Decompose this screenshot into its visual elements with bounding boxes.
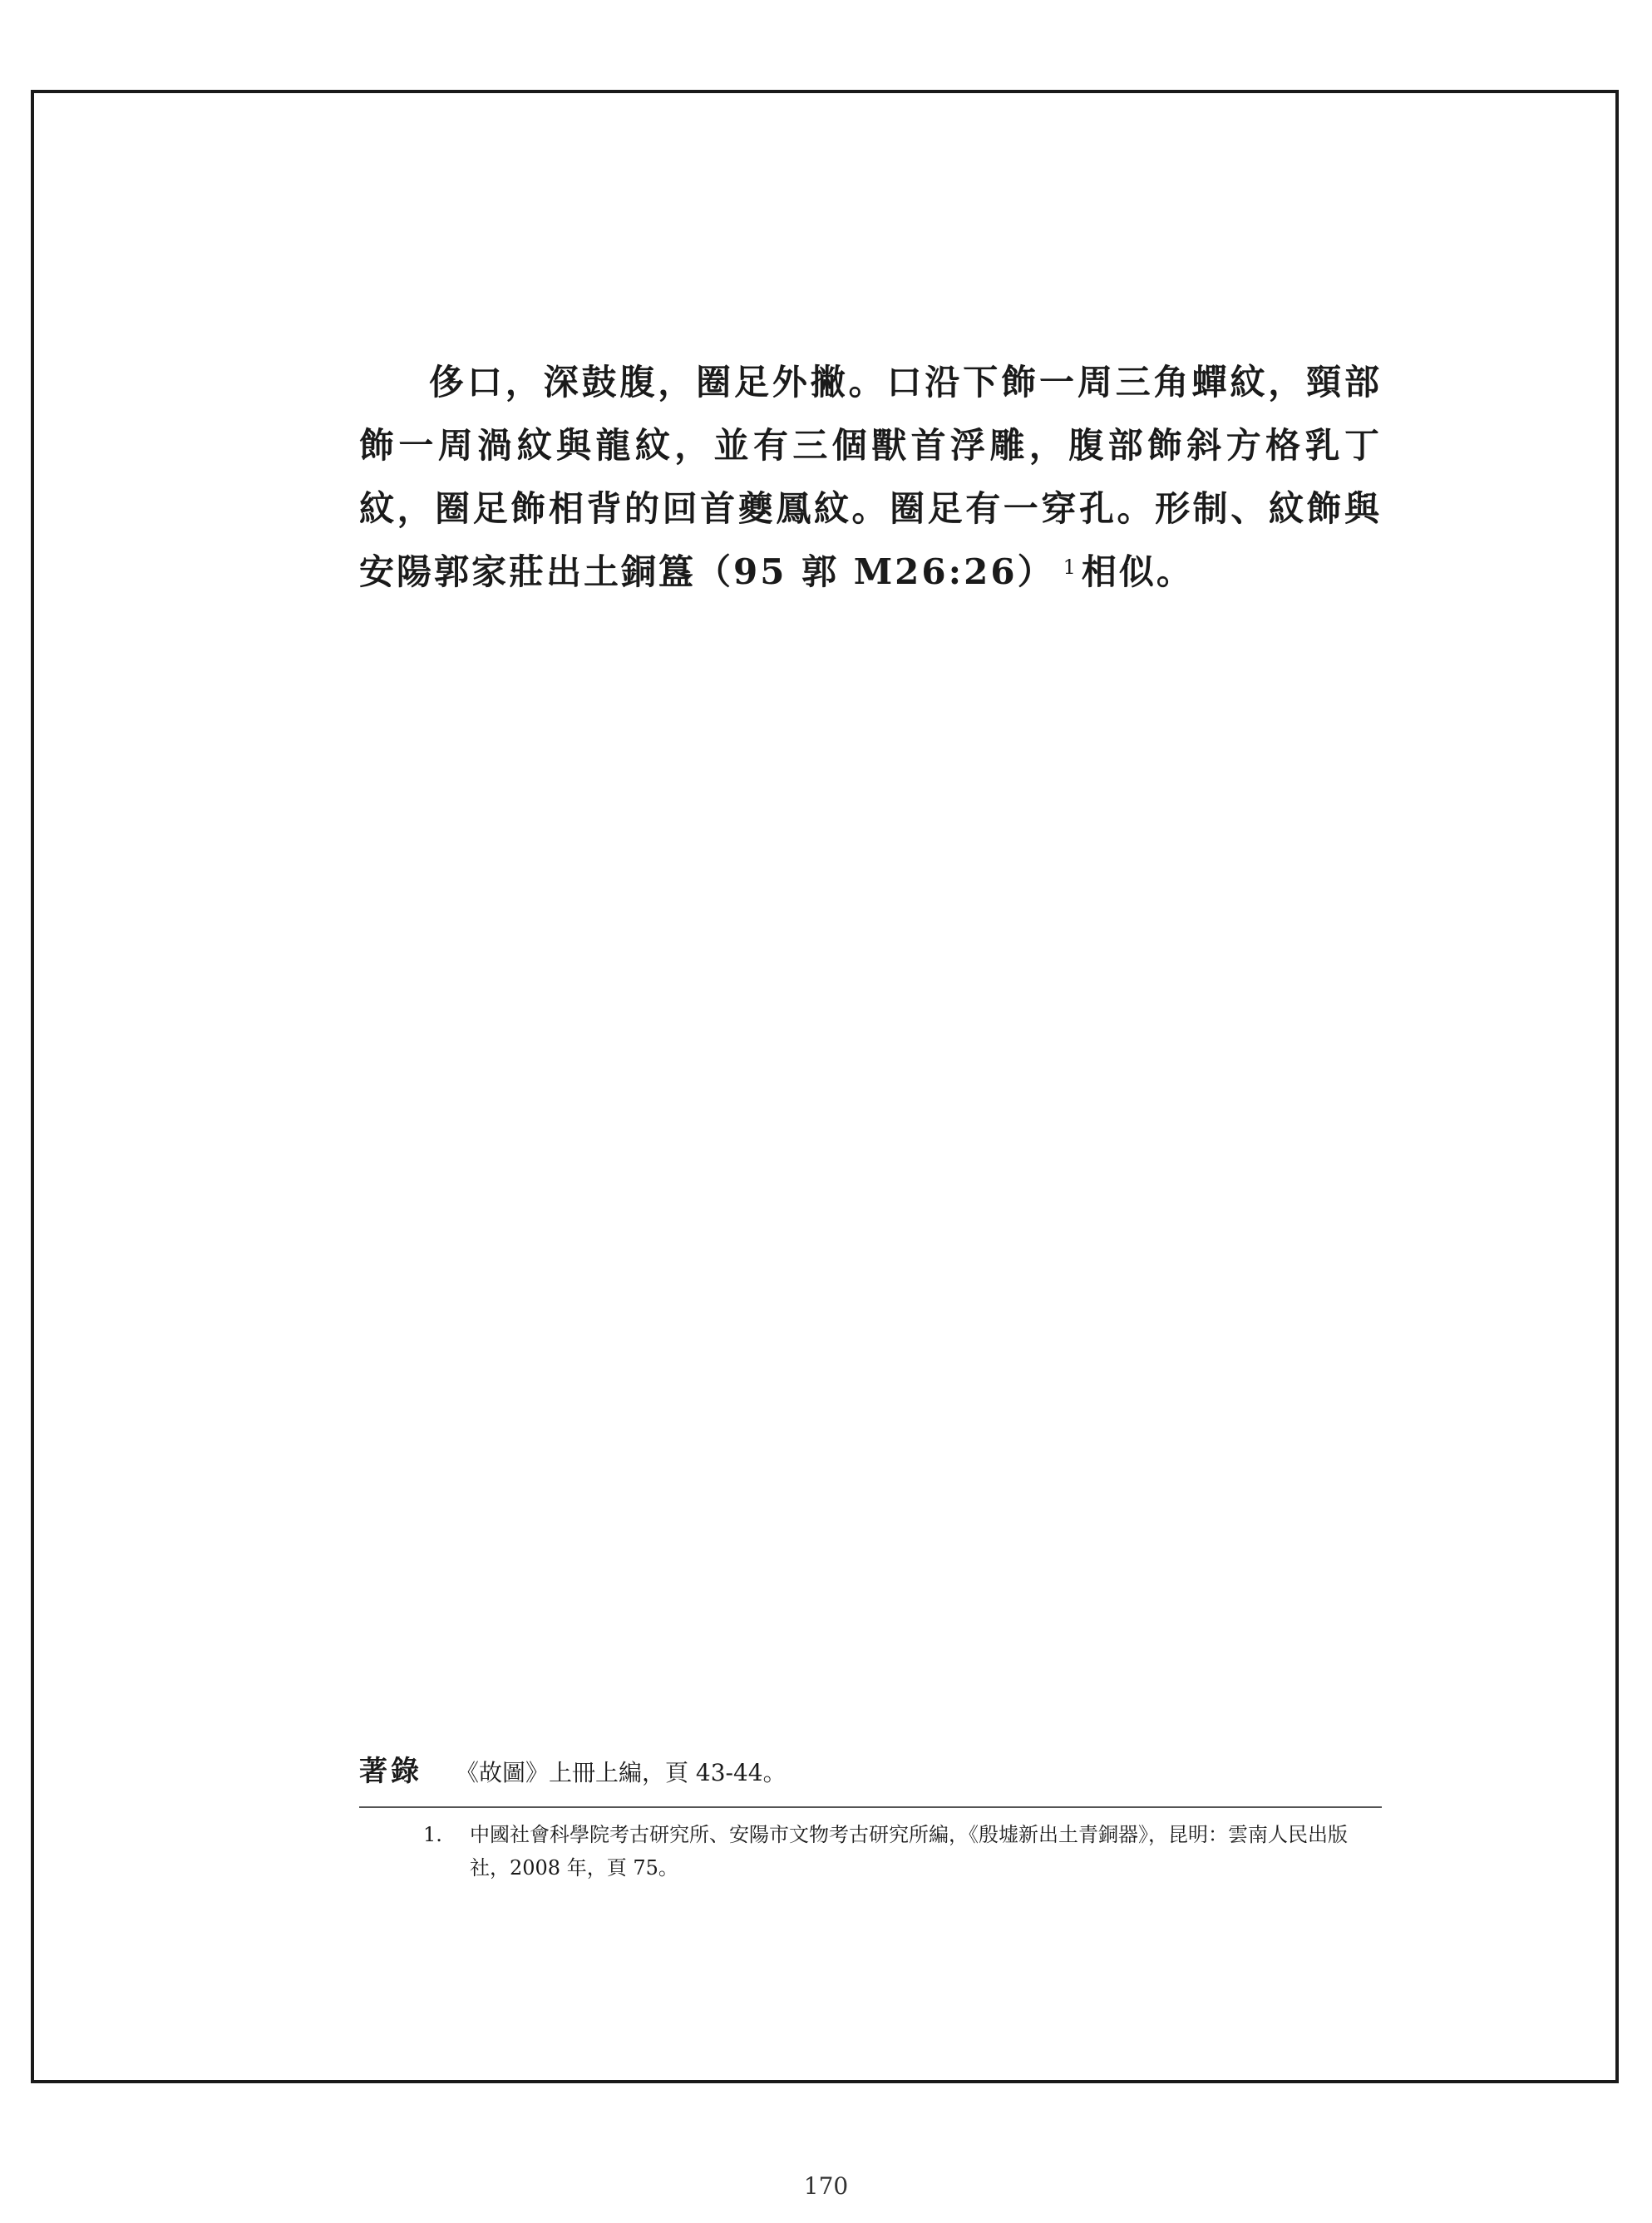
- record-text: 《故圖》上冊上編，頁 43-44。: [456, 1759, 787, 1786]
- body-text: [359, 351, 1382, 604]
- footnote-section: [423, 1818, 1382, 1885]
- bibliography-record: [359, 1755, 1382, 1790]
- page-number: 170: [803, 2172, 849, 2200]
- footnote-text: 中國社會科學院考古研究所、安陽市文物考古研究所編，《殷墟新出土青銅器》，昆明：雲南人民出版社，2008 年，頁 75。: [470, 1823, 1348, 1880]
- body-text-part-2: 相似。: [1081, 551, 1194, 592]
- body-paragraph: [359, 351, 1382, 604]
- body-text-part-1: 侈口，深鼓腹，圈足外撇。口沿下飾一周三角蟬紋，頸部飾一周渦紋與龍紋，並有三個獸首浮雕，腹部飾斜方格乳丁紋，圈足飾相背的回首夔鳳紋。圈足有一穿孔。形制、紋飾與安陽郭家莊出土銅簋（95 郭 M26:26）: [359, 362, 1382, 592]
- footnote-item: [423, 1818, 1382, 1885]
- footnote-number: 1.: [423, 1823, 442, 1846]
- footnote-reference[interactable]: 1: [1063, 556, 1078, 579]
- footnote-divider: [359, 1806, 1382, 1808]
- record-label: 著錄: [359, 1755, 422, 1788]
